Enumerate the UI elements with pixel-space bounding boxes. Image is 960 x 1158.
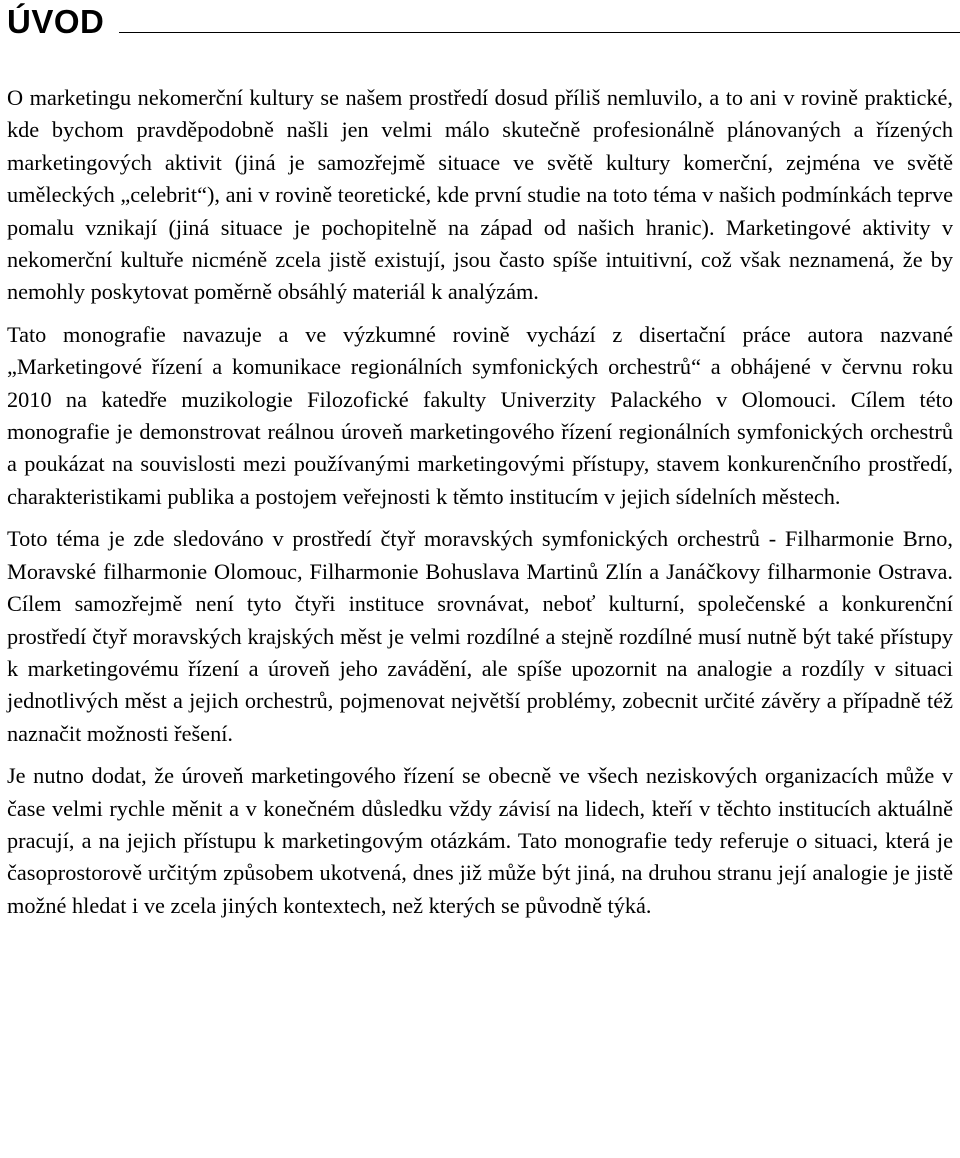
paragraph-1: O marketingu nekomerční kultury se našem prostředí dosud příliš nemluvilo, a to ani v rovině praktické, kde bychom pravděpodobně našli jen velmi málo skutečně profesionálně plánovaných a řízených marketingových aktivit (jiná je samozřejmě situace ve světě kultury komerční, zejména ve světě uměleckých „celebrit“), ani v rovině teoretické, kde první studie na toto téma v našich podmínkách teprve pomalu vznikají (jiná situace je pochopitelně na západ od našich hranic). Marketingové aktivity v nekomerční kultuře nicméně zcela jistě existují, jsou často spíše intuitivní, což však neznamená, že by nemohly poskytovat poměrně obsáhlý materiál k analýzám. <box>7 85 953 305</box>
paragraph-3: Toto téma je zde sledováno v prostředí čtyř moravských symfonických orchestrů - Filharmonie Brno, Moravské filharmonie Olomouc, Filharmonie Bohuslava Martinů Zlín a Janáčkovy filharmonie Ostrava. Cílem samozřejmě není tyto čtyři instituce srovnávat, neboť kulturní, společenské a konkurenční prostředí čtyř moravských krajských měst je velmi rozdílné a stejně rozdílné musí nutně být také přístupy k marketingovému řízení a úroveň jeho zavádění, ale spíše upozornit na analogie a rozdíly v situaci jednotlivých měst a jejich orchestrů, pojmenovat největší problémy, zobecnit určité závěry a případně též naznačit možnosti řešení. <box>7 526 953 746</box>
body-text <box>7 82 953 922</box>
paragraph-4: Je nutno dodat, že úroveň marketingového řízení se obecně ve všech neziskových organizacích může v čase velmi rychle měnit a v konečném důsledku vždy závisí na lidech, kteří v těchto institucích aktuálně pracují, a na jejich přístupu k marketingovým otázkám. Tato monografie tedy referuje o situaci, která je časoprostorově určitým způsobem ukotvená, dnes již může být jiná, na druhou stranu její analogie je jistě možné hledat i ve zcela jiných kontextech, než kterých se původně týká. <box>7 763 953 918</box>
document-page <box>7 0 953 932</box>
section-header <box>7 0 953 62</box>
paragraph-2: Tato monografie navazuje a ve výzkumné rovině vychází z disertační práce autora nazvané „Marketingové řízení a komunikace regionálních symfonických orchestrů“ a obhájené v červnu roku 2010 na katedře muzikologie Filozofické fakulty Univerzity Palackého v Olomouci. Cílem této monografie je demonstrovat reálnou úroveň marketingového řízení regionálních symfonických orchestrů a poukázat na souvislosti mezi používanými marketingovými přístupy, stavem konkurenčního prostředí, charakteristikami publika a postojem veřejnosti k těmto institucím v jejich sídelních městech. <box>7 321 953 509</box>
heading-rule <box>119 32 960 33</box>
section-heading: ÚVOD <box>7 3 105 40</box>
